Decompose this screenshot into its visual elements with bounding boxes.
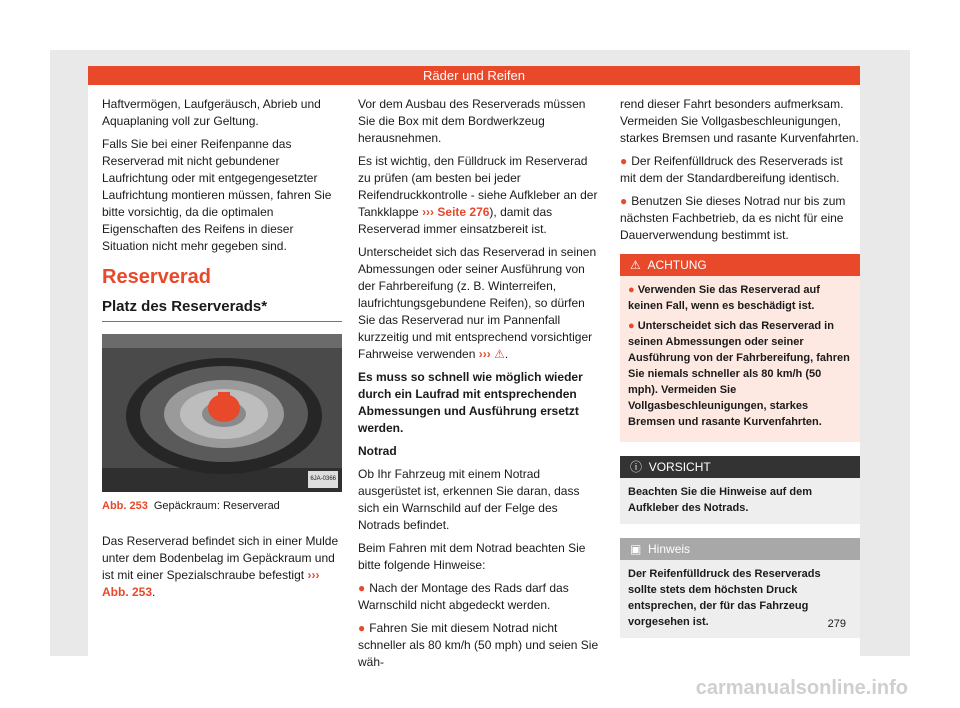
warning-triangle-icon: ⚠ [630,258,641,272]
note-header [620,538,860,560]
info-circle-icon: ⓘ [630,460,643,474]
note-icon: ▣ [630,542,642,556]
paragraph-text: ), damit das Reserverad immer einsatzbereit ist. [358,205,553,236]
list-item-text: Benutzen Sie dieses Notrad nur bis zum nächsten Fachbetrieb, da es nicht für eine Dauerverwendung bestimmt ist. [620,194,846,242]
bullet-icon: ● [628,320,638,332]
list-item [358,620,600,671]
paragraph: Haftvermögen, Laufgeräusch, Abrieb und Aquaplaning voll zur Geltung. [102,97,321,128]
paragraph: Vor dem Ausbau des Reserverads müssen Sie die Box mit dem Bordwerkzeug herausnehmen. [358,97,586,145]
warning-triangle-icon: ⚠ [494,347,505,361]
paragraph: rend dieser Fahrt besonders aufmerksam. Vermeiden Sie Vollgasbeschleunigungen, starkes Bremsen und rasante Kurvenfahrten. [620,97,859,145]
paragraph: Falls Sie bei einer Reifenpanne das Reserverad mit nicht gebundener Laufrichtung oder mit entgegengesetzter Laufrichtung montieren müssen, fahren Sie bitte vorsichtig, da die optimalen Eigenschaften des Reifens in dieser Situation nicht mehr gegeben sind. [102,137,332,253]
chapter-header: Räder und Reifen [88,66,860,85]
page-reference-link[interactable]: ››› Seite 276 [422,205,490,219]
notrad-heading: Notrad [358,444,397,458]
paragraph-text: Das Reserverad befindet sich in einer Mulde unter dem Bodenbelag im Gepäckraum und ist mit einer Spezialschraube befestigt [102,534,339,582]
bullet-icon: ● [358,581,366,595]
note-title: Hinweis [648,542,691,556]
list-item-text: Der Reifenfülldruck des Reserverads ist mit dem der Standardbereifung identisch. [620,154,843,185]
warning-body [620,276,860,442]
list-item-text: Fahren Sie mit diesem Notrad nicht schneller als 80 km/h (50 mph) und seien Sie wäh- [358,621,599,669]
list-item [620,193,860,244]
list-item-text: Verwenden Sie das Reserverad auf keinen Fall, wenn es beschädigt ist. [628,284,820,312]
list-item-text: Unterscheidet sich das Reserverad in seinen Abmessungen oder seiner Ausführung von der Fahrbereifung, fahren Sie niemals schneller als 80 km/h (50 mph). Vermeiden Sie Vollgasbeschleunigungen, starkes Bremsen und rasante Kurvenfahrten. [628,320,850,428]
watermark: carmanualsonline.info [695,677,908,699]
paragraph [358,244,600,363]
list-item [628,282,852,314]
note-body: Der Reifenfülldruck des Reserverads sollte stets dem höchsten Druck entsprechen, der für das Fahrzeug vorgesehen ist. [620,560,860,638]
page-number: 279 [827,618,846,630]
column-3 [620,96,860,638]
caution-title: VORSICHT [648,460,711,474]
column-1 [102,96,342,607]
figure-caption [102,498,342,515]
list-item-text: Nach der Montage des Rads darf das Warnschild nicht abgedeckt werden. [358,581,569,612]
list-item [628,318,852,430]
column-2 [358,96,600,677]
figure-code: 6JA-0366 [308,471,338,488]
bullet-icon: ● [628,284,638,296]
caution-header [620,456,860,478]
list-item [620,153,860,187]
bold-paragraph: Es muss so schnell wie möglich wieder durch ein Laufrad mit entsprechenden Abmessungen und Ausführung ersetzt werden. [358,370,583,435]
section-title: Reserverad [102,266,211,288]
paragraph: Beim Fahren mit dem Notrad beachten Sie bitte folgende Hinweise: [358,541,586,572]
spare-wheel-figure [102,334,342,492]
paragraph-text: Es ist wichtig, den Fülldruck im Reserverad zu prüfen (am besten bei jeder Reifendruckkontrolle - siehe Aufkleber an der Tankklappe [358,154,598,219]
paragraph: Ob Ihr Fahrzeug mit einem Notrad ausgerüstet ist, erkennen Sie daran, dass sich ein Warnschild auf der Felge des Notrads befindet. [358,467,580,532]
manual-page [88,66,860,669]
figure-number: Abb. 253 [102,500,148,512]
warning-reference-link[interactable]: ››› [478,347,491,361]
note-box [620,538,860,638]
caption-text: Gepäckraum: Reserverad [153,500,280,512]
caution-box [620,456,860,524]
figure-reference-link[interactable]: ››› Abb. 253 [102,568,320,599]
punctuation: . [152,585,156,599]
subsection-title: Platz des Reserverads* [102,298,342,322]
warning-header [620,254,860,276]
warning-title: ACHTUNG [647,258,707,272]
bullet-icon: ● [620,194,628,208]
punctuation: . [504,347,509,361]
list-item [358,580,600,614]
bullet-icon: ● [358,621,366,635]
bullet-icon: ● [620,154,628,168]
caution-body: Beachten Sie die Hinweise auf dem Aufkleber des Notrads. [620,478,860,524]
warning-box [620,254,860,442]
paragraph-text: Unterscheidet sich das Reserverad in seinen Abmessungen oder seiner Ausführung von der Fahrbereifung (z. B. Winterreifen, laufrichtungsgebundene Reifen), so dürfen Sie das Reserverad nur im Pannenfall kurzzeitig und mit entsprechend vorsichtiger Fahrweise verwenden [358,245,597,361]
spare-wheel-illustration [102,334,342,492]
paragraph [358,153,600,238]
paragraph [102,533,342,601]
